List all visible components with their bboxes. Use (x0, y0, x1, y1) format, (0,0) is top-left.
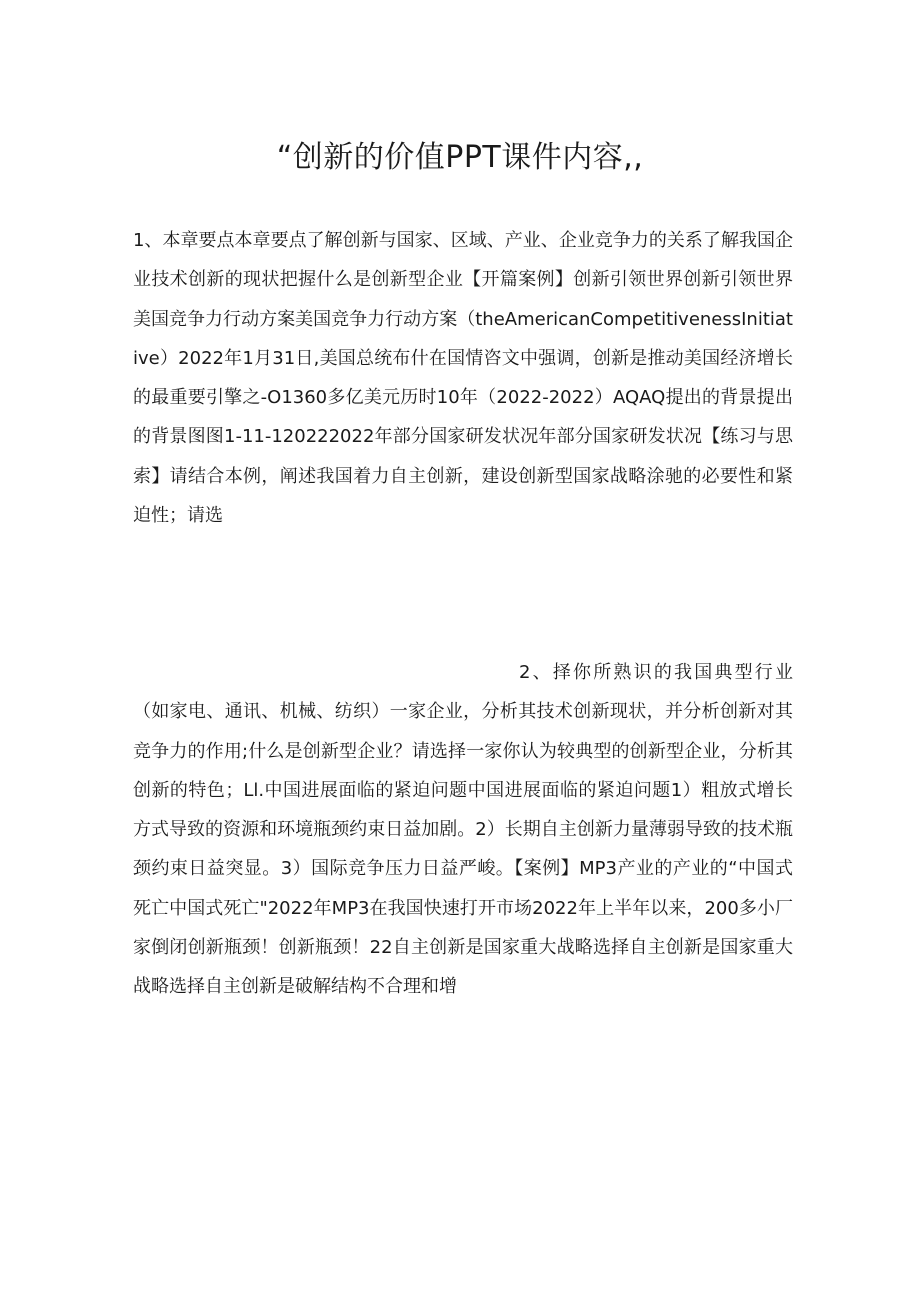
document-title: “创新的价值PPT课件内容,, (276, 140, 644, 175)
paragraph-2: 2、择你所熟识的我国典型行业（如家电、通讯、机械、纺织）一家企业，分析其技术创新现状，并分析创新对其竞争力的作用;什么是创新型企业？请选择一家你认为较典型的创新型企业，分析其创新的特色；Ll.中国进展面临的紧迫问题中国进展面临的紧迫问题1）粗放式增长方式导致的资源和环境瓶颈约束日益加剧。2）长期自主创新力量薄弱导致的技术瓶颈约束日益突显。3）国际竞争压力日益严峻。【案例】MP3产业的产业的“中国式死亡中国式死亡"2022年MP3在我国快速打开市场2022年上半年以来，200多小厂家倒闭创新瓶颈！创新瓶颈！22自主创新是国家重大战略选择自主创新是国家重大战略选择自主创新是破解结构不合理和增 (133, 662, 793, 998)
paragraph-1: 1、本章要点本章要点了解创新与国家、区域、产业、企业竞争力的关系了解我国企业技术创新的现状把握什么是创新型企业【开篇案例】创新引领世界创新引领世界美国竞争力行动方案美国竞争力行动方案（theAmericanCompetitivenessInitiative）2022年1月31日,美国总统布什在国情咨文中强调，创新是推动美国经济增长的最重要引擎之-O1360多亿美元历时10年（2022-2022）AQAQ提出的背景提出的背景图图1-11-120222022年部分国家研发状况年部分国家研发状况【练习与思索】请结合本例，阐述我国着力自主创新，建设创新型国家战略涂驰的必要性和紧迫性；请选 (133, 230, 793, 527)
